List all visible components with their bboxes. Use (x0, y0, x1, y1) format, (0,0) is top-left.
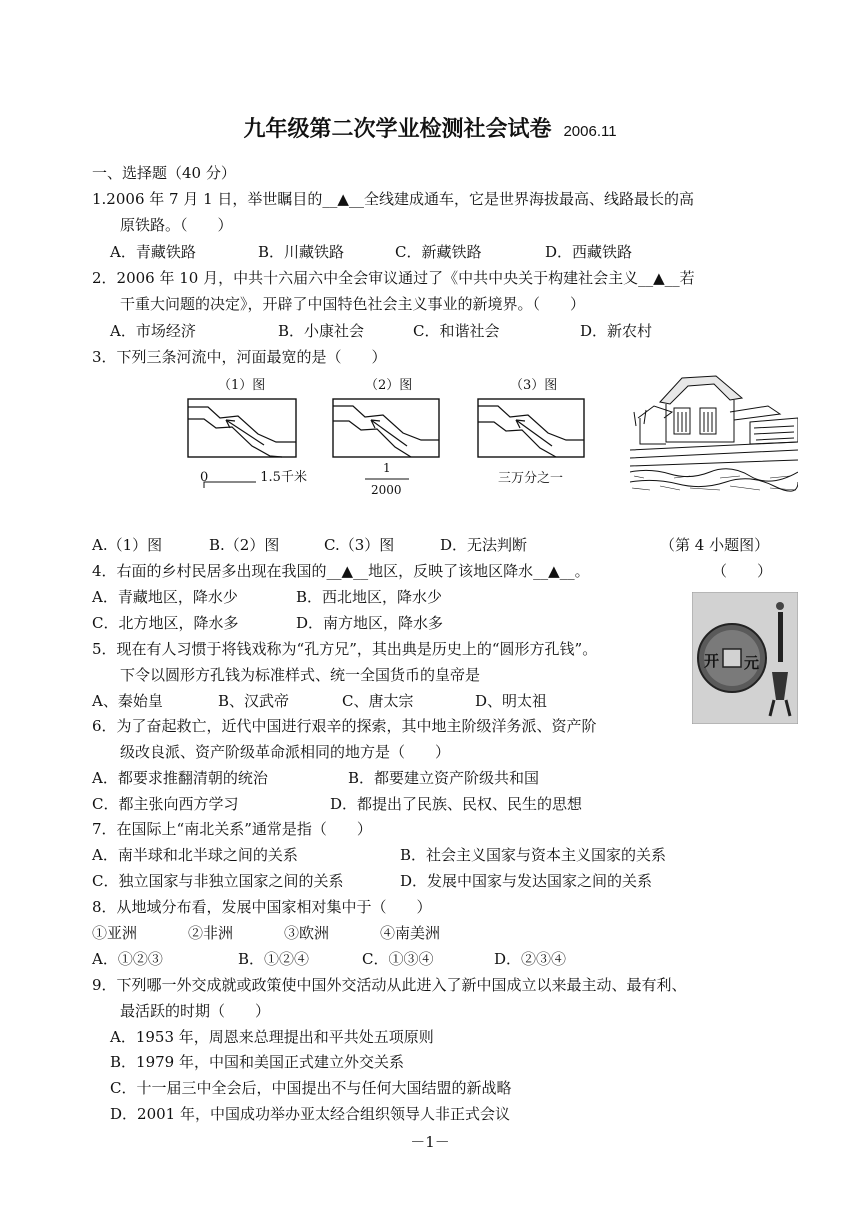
q9-stem-line1: 9．下列哪一外交成就或政策使中国外交活动从此进入了新中国成立以来最主动、最有利、 (92, 976, 687, 994)
q7-stem: 7．在国际上“南北关系”通常是指（ ） (92, 820, 372, 838)
title-text: 九年级第二次学业检测社会试卷 (243, 116, 552, 142)
q5-option-a: A、秦始皇 (92, 692, 163, 710)
q6-stem-line1: 6．为了奋起救亡，近代中国进行艰辛的探索，其中地主阶级洋务派、资产阶 (92, 717, 597, 735)
q9-option-c: C．十一届三中全会后，中国提出不与任何大国结盟的新战略 (110, 1079, 512, 1097)
q7-option-a: A．南半球和北半球之间的关系 (92, 846, 298, 864)
q9-option-a: A．1953 年，周恩来总理提出和平共处五项原则 (110, 1028, 434, 1046)
exam-date: 2006.11 (563, 123, 617, 140)
q8-item-1: ①亚洲 (92, 924, 138, 942)
q4-stem: 4．右面的乡村民居多出现在我国的__▲__地区，反映了该地区降水__▲__。 (92, 562, 590, 580)
q8-option-b: B．①②④ (238, 950, 310, 968)
q4-answer-paren: （ ） (712, 562, 773, 580)
q7-option-c: C．独立国家与非独立国家之间的关系 (92, 872, 344, 890)
q1-option-a: A．青藏铁路 (110, 243, 196, 261)
q5-stem-line2: 下令以圆形方孔钱为标准样式、统一全国货币的皇帝是 (120, 666, 481, 684)
q6-stem-line2: 级改良派、资产阶级革命派相同的地方是（ ） (120, 743, 451, 761)
q7-option-b: B．社会主义国家与资本主义国家的关系 (400, 846, 667, 864)
village-house-image (630, 372, 798, 494)
q5-stem-line1: 5．现在有人习惯于将钱戏称为“孔方兄”，其出典是历史上的“圆形方孔钱”。 (92, 640, 598, 658)
map1-label: （1）图 (218, 378, 266, 393)
map3-scale: 三万分之一 (498, 471, 564, 486)
q1-option-b: B．川藏铁路 (258, 243, 345, 261)
q7-option-d: D．发展中国家与发达国家之间的关系 (400, 872, 653, 890)
q3-option-b: B.（2）图 (209, 536, 280, 554)
q1-stem-line1: 1.2006 年 7 月 1 日，举世瞩目的__▲__全线建成通车，它是世界海拔最高、线路最长的高 (92, 190, 694, 208)
q6-option-a: A．都要求推翻清朝的统治 (92, 769, 268, 787)
svg-text:开: 开 (704, 652, 720, 670)
q8-option-a: A．①②③ (92, 950, 163, 968)
q4-option-a: A．青藏地区，降水少 (92, 588, 238, 606)
q2-option-d: D．新农村 (580, 322, 653, 340)
q1-option-c: C．新藏铁路 (395, 243, 482, 261)
page-title (0, 112, 860, 143)
page-number: －1－ (410, 1133, 450, 1151)
q3-stem: 3．下列三条河流中，河面最宽的是（ ） (92, 348, 387, 366)
q3-option-c: C.（3）图 (324, 536, 395, 554)
q2-option-b: B．小康社会 (278, 322, 365, 340)
q4-option-c: C．北方地区，降水多 (92, 614, 239, 632)
q8-option-d: D．②③④ (494, 950, 567, 968)
q5-option-b: B、汉武帝 (218, 692, 290, 710)
q2-option-c: C．和谐社会 (413, 322, 500, 340)
ancient-coin-image (692, 592, 798, 724)
q9-stem-line2: 最活跃的时期（ ） (120, 1002, 271, 1020)
map2-label: （2）图 (365, 378, 413, 393)
q8-option-c: C．①③④ (362, 950, 434, 968)
svg-text:元: 元 (744, 654, 760, 672)
map1-scale: 0 1.5千米 (200, 470, 307, 485)
q1-option-d: D．西藏铁路 (545, 243, 633, 261)
q4-option-d: D．南方地区，降水多 (296, 614, 444, 632)
q9-option-b: B．1979 年，中国和美国正式建立外交关系 (110, 1053, 404, 1071)
map2-scale-numerator: 1 (383, 461, 391, 475)
q6-option-b: B．都要建立资产阶级共和国 (348, 769, 540, 787)
q6-option-d: D．都提出了民族、民权、民生的思想 (330, 795, 583, 813)
map2-scale-denominator: 2000 (371, 483, 402, 497)
q2-option-a: A．市场经济 (110, 322, 196, 340)
q5-option-d: D、明太祖 (475, 692, 548, 710)
q1-stem-line2: 原铁路。（ ） (120, 216, 233, 234)
q2-stem-line2: 干重大问题的决定》，开辟了中国特色社会主义事业的新境界。（ ） (120, 295, 586, 313)
q6-option-c: C．都主张向西方学习 (92, 795, 239, 813)
section-heading: 一、选择题（40 分） (92, 164, 236, 182)
q5-option-c: C、唐太宗 (342, 692, 414, 710)
map3-label: （3）图 (510, 378, 558, 393)
q4-option-b: B．西北地区，降水少 (296, 588, 443, 606)
q3-option-a: A.（1）图 (92, 536, 163, 554)
q8-item-3: ③欧洲 (284, 924, 330, 942)
q3-option-d: D．无法判断 (440, 536, 528, 554)
q9-option-d: D．2001 年，中国成功举办亚太经合组织领导人非正式会议 (110, 1105, 510, 1123)
q8-item-2: ②非洲 (188, 924, 234, 942)
q4-figure-caption: （第 4 小题图） (660, 536, 770, 554)
q2-stem-line1: 2．2006 年 10 月，中共十六届六中全会审议通过了《中共中央关于构建社会主义__▲__若 (92, 269, 695, 287)
q8-stem: 8．从地域分布看，发展中国家相对集中于（ ） (92, 898, 432, 916)
q8-item-4: ④南美洲 (380, 924, 441, 942)
